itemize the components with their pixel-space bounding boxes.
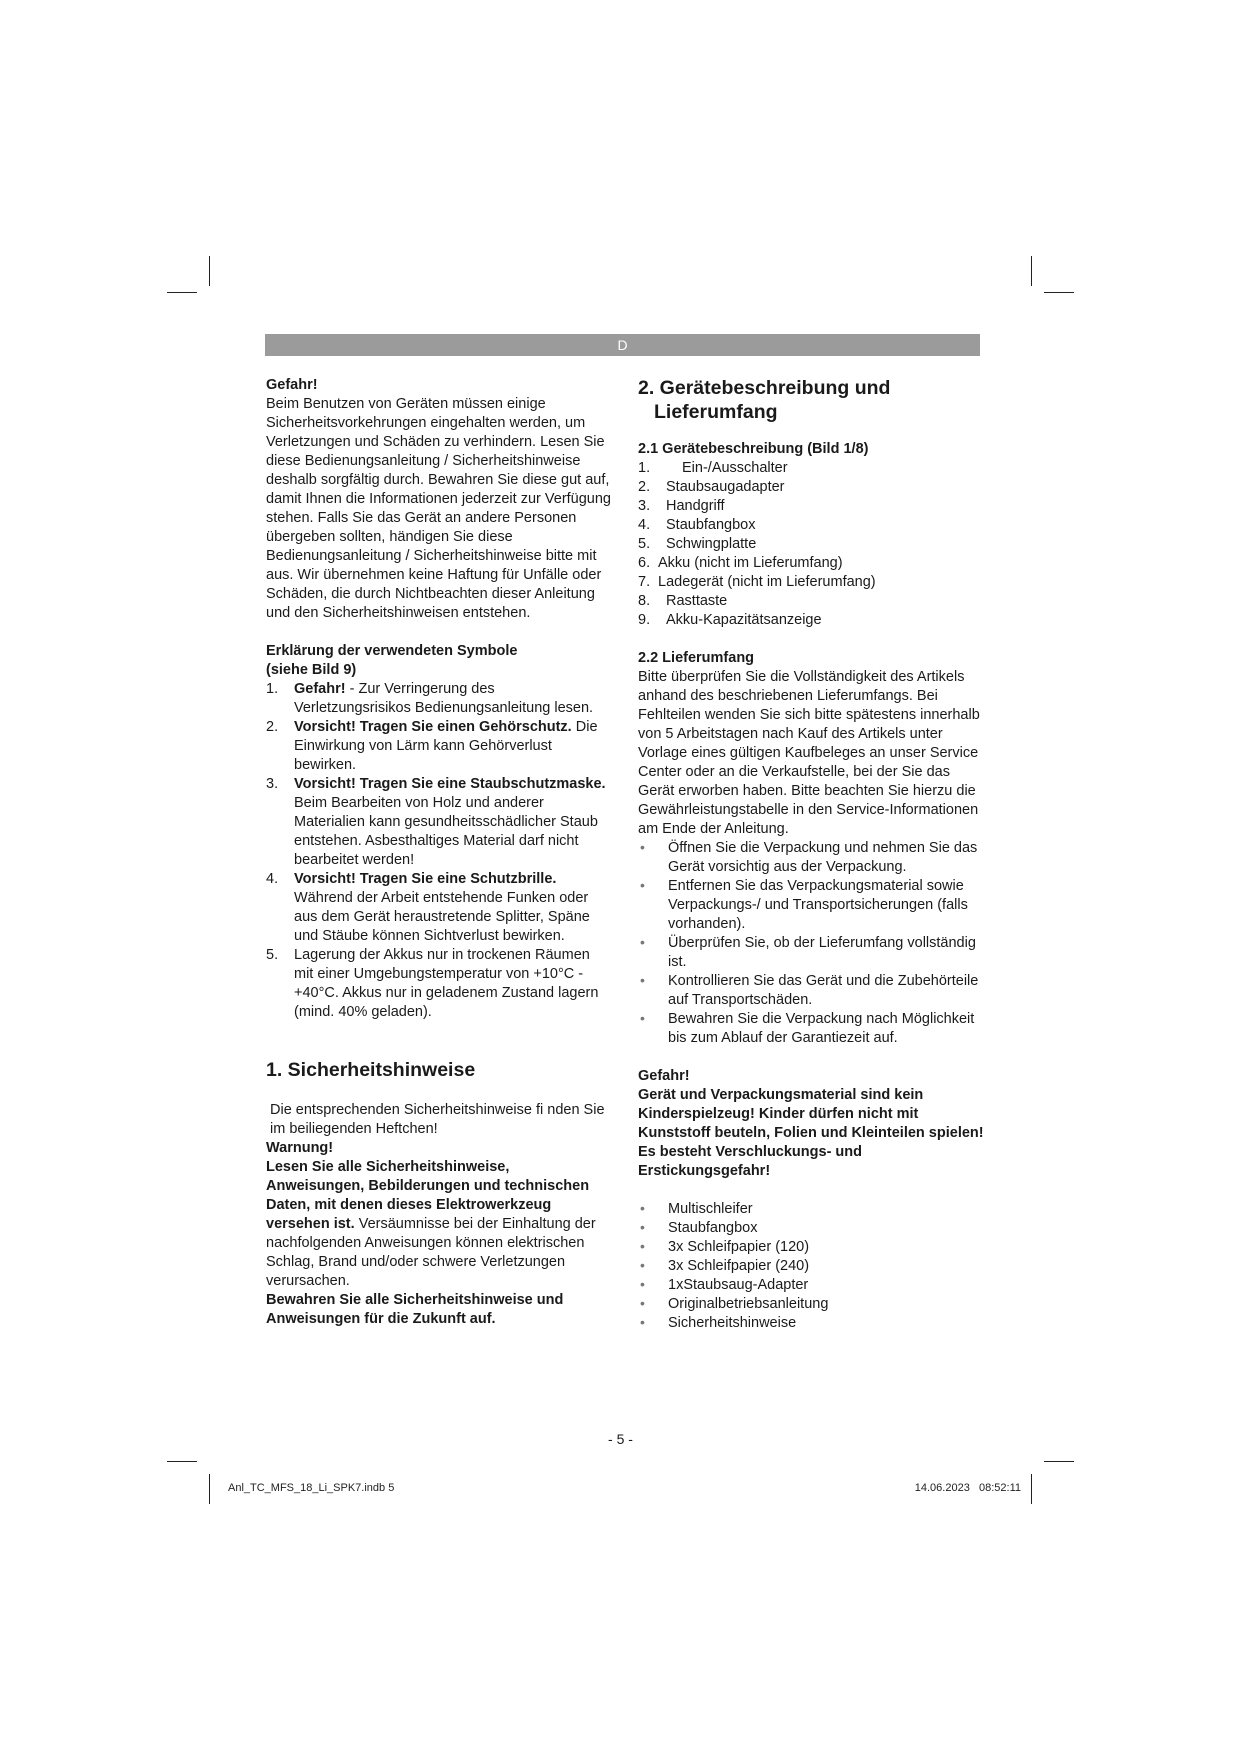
crop-mark (1031, 1474, 1032, 1504)
keep-instructions: Bewahren Sie alle Sicherheitshinweise und Anweisungen für die Zukunft auf. (266, 1292, 564, 1327)
list-item: • Staubfangbox (638, 1219, 990, 1238)
language-header-bar (265, 334, 980, 356)
list-item: 5. Schwingplatte (638, 536, 757, 552)
list-item: • 3x Schleifpapier (240) (638, 1257, 990, 1276)
scope-of-delivery (638, 1200, 990, 1333)
list-item: • Sicherheitshinweise (638, 1314, 990, 1333)
list-item: • Überprüfen Sie, ob der Lieferumfang vollständig ist. (638, 934, 990, 972)
list-item: • Öffnen Sie die Verpackung und nehmen Sie das Gerät vorsichtig aus der Verpackung. (638, 839, 990, 877)
danger-text-right: Gerät und Verpackungsmaterial sind kein Kinderspielzeug! Kinder dürfen nicht mit Kunststoff beuteln, Folien und Kleinteilen spielen! Es besteht Verschluckungs- und Erstickungsgefahr! (638, 1087, 984, 1179)
list-item: 4. Staubfangbox (638, 517, 756, 533)
section1-title: 1. Sicherheitshinweise (266, 1059, 476, 1081)
sub22-title: 2.2 Lieferumfang (638, 650, 755, 666)
list-item: • Bewahren Sie die Verpackung nach Möglichkeit bis zum Ablauf der Garantiezeit auf. (638, 1010, 990, 1048)
symbols-list (266, 680, 611, 1022)
warning-title: Warnung! (266, 1140, 334, 1156)
danger-text: Beim Benutzen von Geräten müssen einige Sicherheitsvorkehrungen eingehalten werden, um Verletzungen und Schäden zu verhindern. Lesen Sie diese Bedienungsanleitung / Sicherheitshinweise deshalb sorgfältig durch. Bewahren Sie diese gut auf, damit Ihnen die Informationen jederzeit zur Verfügung stehen. Falls Sie das Gerät an andere Personen übergeben sollten, händigen Sie diese Bedienungsanleitung / Sicherheitshinweise bitte mit aus. Wir übernehmen keine Haftung für Unfälle oder Schäden, die durch Nichtbeachten dieser Anleitung und den Sicherheitshinweisen entstehen. (266, 396, 611, 621)
crop-mark (1031, 256, 1032, 286)
list-item: 2. Vorsicht! Tragen Sie einen Gehörschutz. Die Einwirkung von Lärm kann Gehörverlust bewirken. (266, 719, 598, 773)
crop-mark (1044, 1461, 1074, 1462)
list-item: 3. Handgriff (638, 498, 725, 514)
list-item: • Multischleifer (638, 1200, 990, 1219)
list-item: 8. Rasttaste (638, 593, 728, 609)
crop-mark (167, 292, 197, 293)
list-item: • Originalbetriebsanleitung (638, 1295, 990, 1314)
list-item: 9. Akku-Kapazitätsanzeige (638, 612, 822, 628)
list-item: 6. Akku (nicht im Lieferumfang) (638, 555, 843, 571)
parts-list (638, 459, 990, 630)
crop-mark (167, 1461, 197, 1462)
list-item: 5. Lagerung der Akkus nur in trockenen Räumen mit einer Umgebungstemperatur von +10°C - +40°C. Akkus nur in geladenem Zustand lagern (mind. 40% geladen). (266, 947, 599, 1020)
right-column (638, 376, 990, 1333)
danger-title: Gefahr! (266, 377, 318, 393)
unpacking-steps (638, 839, 990, 1048)
warning-text: Lesen Sie alle Sicherheitshinweise, Anweisungen, Bebilderungen und technischen Daten, mit denen dieses Elektrowerkzeug versehen ist. Versäumnisse bei der Einhaltung der nachfolgenden Anweisungen können elektrischen Schlag, Brand und/oder schwere Verletzungen verursachen. (266, 1159, 596, 1289)
footer-timestamp: 14.06.2023 08:52:11 (914, 1482, 1021, 1494)
list-item: • Kontrollieren Sie das Gerät und die Zubehörteile auf Transportschäden. (638, 972, 990, 1010)
list-item: 4. Vorsicht! Tragen Sie eine Schutzbrille. Während der Arbeit entstehende Funken oder aus dem Gerät heraustretende Splitter, Späne und Stäube können Sichtverlust bewirken. (266, 871, 590, 944)
crop-mark (1044, 292, 1074, 293)
sub22-text: Bitte überprüfen Sie die Vollständigkeit des Artikels anhand des beschriebenen Lieferumfangs. Bei Fehlteilen wenden Sie sich bitte spätestens innerhalb von 5 Arbeitstagen nach Kauf des Artikels unter Vorlage eines gültigen Kaufbeleges an unser Service Center oder an die Verkaufstelle, bei der Sie das Gerät erworben haben. Bitte beachten Sie hierzu die Gewährleistungstabelle in den Service-Informationen am Ende der Anleitung. (638, 669, 980, 837)
section1-intro: Die entsprechenden Sicherheitshinweise fi nden Sie im beiliegenden Heftchen! (270, 1102, 605, 1137)
section2-title-cont: Lieferumfang (654, 401, 778, 423)
list-item: • Entfernen Sie das Verpackungsmaterial sowie Verpackungs-/ und Transportsicherungen (falls vorhanden). (638, 877, 990, 934)
crop-mark (209, 256, 210, 286)
list-item: 3. Vorsicht! Tragen Sie eine Staubschutzmaske. Beim Bearbeiten von Holz und anderer Materialien kann gesundheitsschädlicher Staub entstehen. Asbesthaltiges Material darf nicht bearbeitet werden! (266, 776, 606, 868)
footer-filename: Anl_TC_MFS_18_Li_SPK7.indb 5 (228, 1482, 395, 1494)
list-item: 1. Gefahr! - Zur Verringerung des Verletzungsrisikos Bedienungsanleitung lesen. (266, 681, 594, 716)
section2-title: 2. Gerätebeschreibung und (638, 377, 891, 399)
language-code: D (617, 337, 628, 353)
page-number: - 5 - (608, 1431, 633, 1447)
list-item: 7. Ladegerät (nicht im Lieferumfang) (638, 574, 876, 590)
list-item: 1. Ein-/Ausschalter (638, 460, 788, 476)
symbols-title: Erklärung der verwendeten Symbole (266, 643, 518, 659)
list-item: 2. Staubsaugadapter (638, 479, 785, 495)
sub21-title: 2.1 Gerätebeschreibung (Bild 1/8) (638, 441, 869, 457)
left-column (266, 376, 611, 1329)
list-item: • 3x Schleifpapier (120) (638, 1238, 990, 1257)
symbols-subtitle: (siehe Bild 9) (266, 662, 357, 678)
list-item: • 1xStaubsaug-Adapter (638, 1276, 990, 1295)
crop-mark (209, 1474, 210, 1504)
danger-title-right: Gefahr! (638, 1068, 690, 1084)
